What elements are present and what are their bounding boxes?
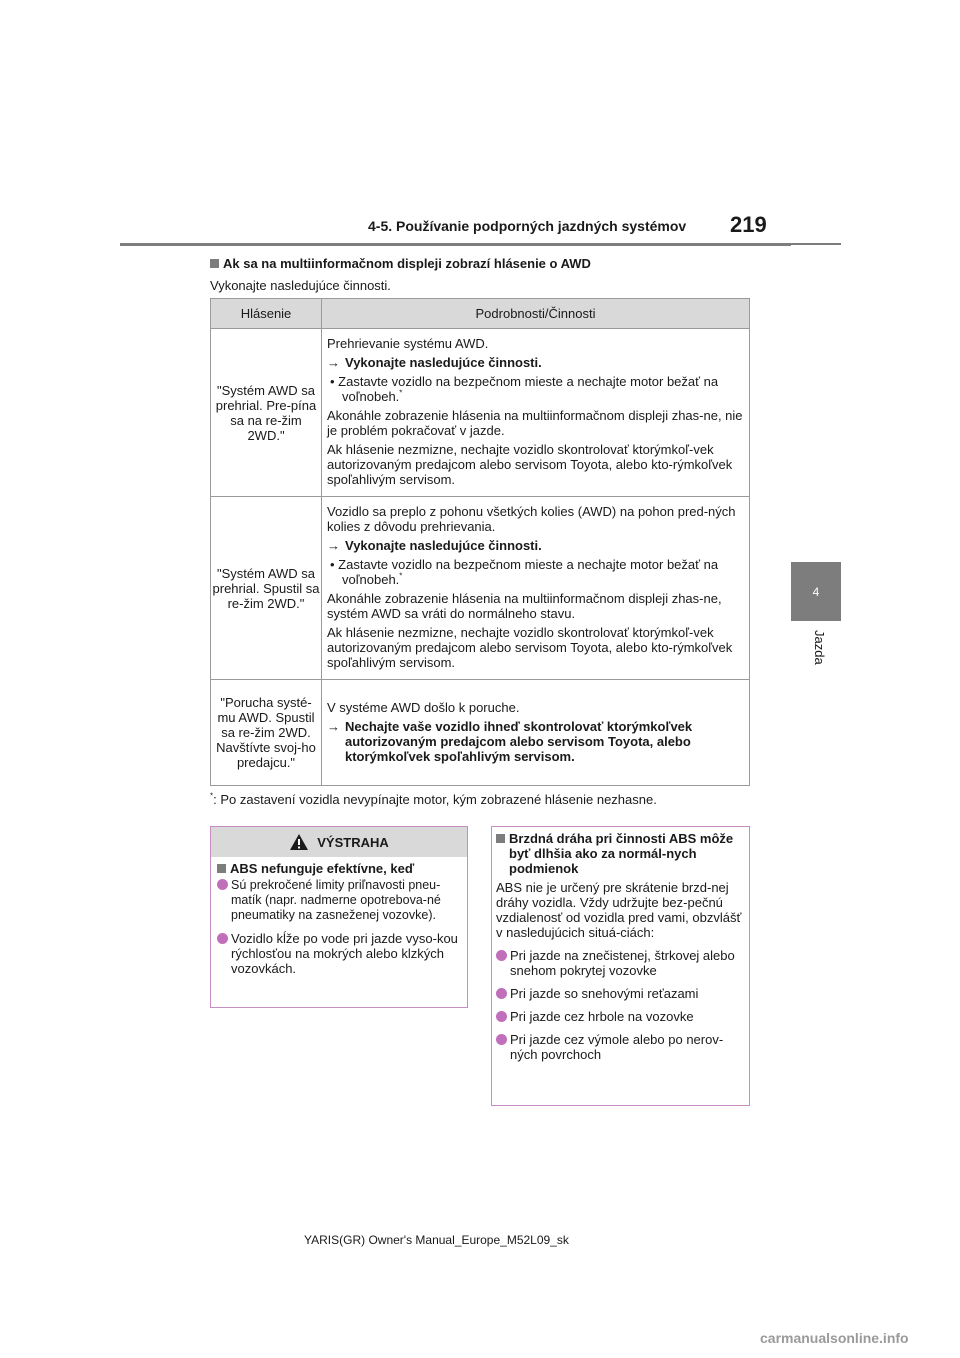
action-line [327,719,745,764]
footnote [210,792,657,807]
list-item [496,1032,743,1062]
action-text: Nechajte vaše vozidlo ihneď skontrolovať ktorýmkoľvek autorizovaným predajcom alebo servisom Toyota, alebo ktorýmkoľvek spoľahlivým servisom. [345,718,693,764]
details-text: Vozidlo sa preplo z pohonu všetkých kolies (AWD) na pohon pred-ných kolies z dôvodu prehrievania. [327,504,736,534]
action-text: Vykonajte nasledujúce činnosti. [345,355,542,370]
details-cell [322,329,750,497]
bullet-text: Zastavte vozidlo na bezpečnom mieste a nechajte motor bežať na voľnobeh. [338,557,719,587]
col-header-message: Hlásenie [211,299,322,329]
list-item-text: Pri jazde na znečistenej, štrkovej alebo snehom pokrytej vozovke [510,948,735,978]
section-heading-text: Ak sa na multiinformačnom displeji zobrazí hlásenie o AWD [223,256,591,271]
bullet-dot-icon [217,879,228,890]
warning-triangle-icon [289,833,309,851]
info-heading [496,831,743,876]
bullet-dot-icon [496,988,507,999]
list-item-text: Pri jazde cez výmole alebo po nerov-ných povrchoch [510,1032,724,1062]
info-text: ABS nie je určený pre skrátenie brzd-nej dráhy vozidla. Vždy udržujte bez-pečnú vzdialenosť od vozidla pred vami, obzvlášť v nasledujúcich situá-ciách: [496,880,742,940]
table-row [211,329,750,497]
list-item-text: Pri jazde so snehovými reťazami [510,986,699,1001]
message-cell: "Systém AWD sa prehrial. Spustil sa re-žim 2WD." [211,497,322,680]
footnote-ref: * [399,571,403,581]
list-item [217,878,461,923]
details-cell [322,680,750,786]
warning-box [210,826,468,1008]
action-line [327,538,745,553]
awd-messages-table [210,298,750,786]
list-item-text: Sú prekročené limity priľnavosti pneu-matík (napr. nadmerne opotrebova-né pneumatiky na zasneženej vozovke). [231,878,441,922]
details-cell [322,497,750,680]
page-footer: YARIS(GR) Owner's Manual_Europe_M52L09_sk [304,1233,569,1247]
list-item [496,986,743,1001]
after-text-2: Ak hlásenie nezmizne, nechajte vozidlo skontrolovať ktorýmkoľ-vek autorizovaným predajcom alebo servisom Toyota, alebo kto-rýmkoľvek spoľahlivým servisom. [327,442,733,487]
square-bullet-icon [496,834,505,843]
list-item [496,1009,743,1024]
after-text-2: Ak hlásenie nezmizne, nechajte vozidlo skontrolovať ktorýmkoľ-vek autorizovaným predajcom alebo servisom Toyota, alebo kto-rýmkoľvek spoľahlivým servisom. [327,625,733,670]
action-line [327,355,745,370]
square-bullet-icon [217,864,226,873]
section-intro: Vykonajte nasledujúce činnosti. [210,278,391,293]
bullet-item: • Zastavte vozidlo na bezpečnom mieste a nechajte motor bežať na voľnobeh.* [330,374,719,404]
details-text: Prehrievanie systému AWD. [327,336,489,351]
section-heading [210,256,591,271]
header-rule [120,243,841,246]
arrow-icon: → [327,355,340,370]
bullet-dot-icon [496,950,507,961]
arrow-icon: → [327,538,340,553]
arrow-icon: → [327,718,340,734]
warning-header [211,827,467,857]
bullet-dot-icon [217,933,228,944]
square-bullet-icon [210,259,219,268]
col-header-details: Podrobnosti/Činnosti [322,299,750,329]
watermark: carmanualsonline.info [760,1330,909,1346]
page-number: 219 [730,212,767,237]
after-text-1: Akonáhle zobrazenie hlásenia na multiinformačnom displeji zhas-ne, systém AWD sa vráti do normálneho stavu. [327,591,722,621]
table-row [211,497,750,680]
bullet-item: • Zastavte vozidlo na bezpečnom mieste a nechajte motor bežať na voľnobeh.* [330,557,719,587]
table-header-row [211,299,750,329]
chapter-number: 4 [812,584,820,599]
message-cell: "Systém AWD sa prehrial. Pre-pína sa na re-žim 2WD." [211,329,322,497]
list-item [217,931,461,976]
chapter-label: Jazda [812,630,827,665]
bullet-dot-icon [496,1011,507,1022]
warning-title: VÝSTRAHA [317,834,389,850]
warning-subheading [217,861,461,876]
footnote-ref: * [399,388,403,398]
section-title: 4-5. Používanie podporných jazdných systémov [368,218,687,234]
message-cell: "Porucha systé-mu AWD. Spustil sa re-žim 2WD. Navštívte svoj-ho predajcu." [211,680,322,786]
details-text: V systéme AWD došlo k poruche. [327,699,520,715]
list-item-text: Vozidlo kĺže po vode pri jazde vyso-kou rýchlosťou na mokrých alebo klzkých vozovkách. [231,931,458,976]
list-item [496,948,743,978]
warning-subheading-text: ABS nefunguje efektívne, keď [230,861,415,876]
chapter-tab [791,562,841,621]
bullet-dot-icon [496,1034,507,1045]
info-heading-text: Brzdná dráha pri činnosti ABS môže byť dlhšia ako za normál-nych podmienok [509,831,734,876]
info-box [491,826,750,1106]
action-text: Vykonajte nasledujúce činnosti. [345,538,542,553]
footnote-mark: * [210,791,214,801]
bullet-text: Zastavte vozidlo na bezpečnom mieste a nechajte motor bežať na voľnobeh. [338,374,719,404]
footnote-text: : Po zastavení vozidla nevypínajte motor, kým zobrazené hlásenie nezhasne. [213,792,657,807]
warning-body [211,857,467,976]
list-item-text: Pri jazde cez hrbole na vozovke [510,1009,694,1024]
after-text-1: Akonáhle zobrazenie hlásenia na multiinformačnom displeji zhas-ne, nie je problém pokračovať v jazde. [327,408,743,438]
table-row [211,680,750,786]
